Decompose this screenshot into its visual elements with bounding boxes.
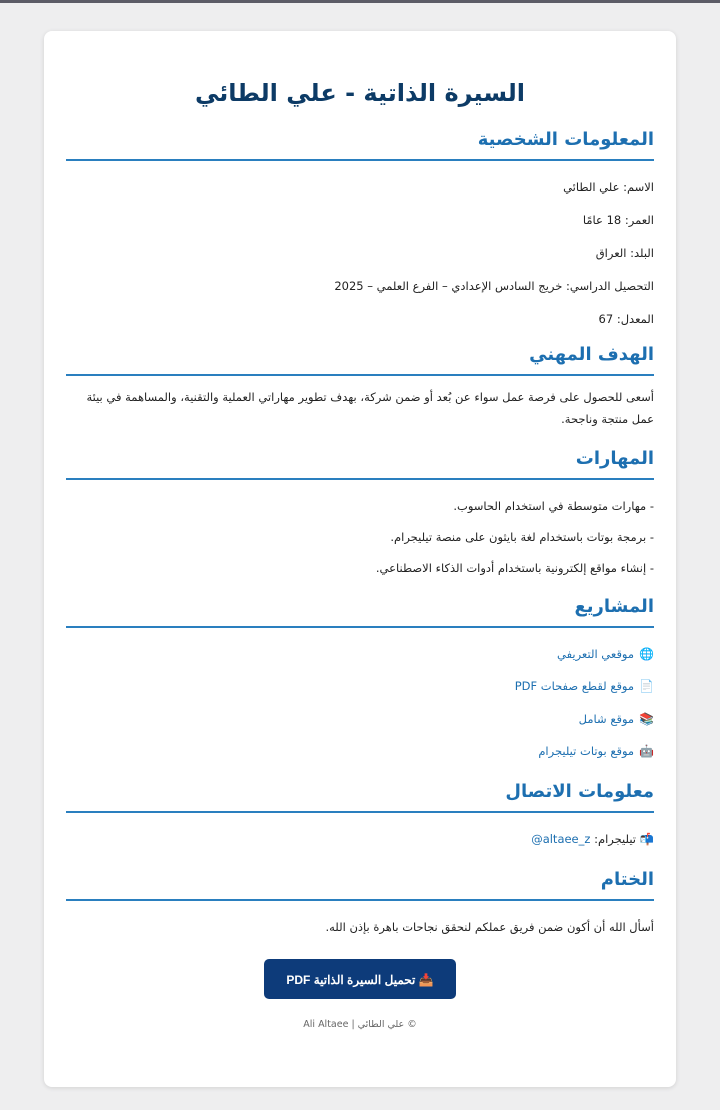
skill-item: - مهارات متوسطة في استخدام الحاسوب. xyxy=(453,499,654,513)
section-heading-skills: المهارات xyxy=(66,446,654,480)
document-icon: 📄 xyxy=(639,679,654,693)
section-heading-contact: معلومات الاتصال xyxy=(66,779,654,813)
section-heading-objective: الهدف المهني xyxy=(66,342,654,376)
skills-section xyxy=(66,446,654,576)
project-link-comprehensive[interactable] xyxy=(66,711,654,727)
closing-text: أسأل الله أن أكون ضمن فريق عملكم لنحقق نجاحات باهرة بإذن الله. xyxy=(325,920,654,934)
cv-card xyxy=(44,31,676,1087)
mailbox-icon: 📬 xyxy=(639,832,654,846)
footer-copyright: © علي الطائي | Ali Altaee xyxy=(303,1019,417,1030)
project-label[interactable]: موقعي التعريفي xyxy=(556,647,635,661)
field-name: الاسم: علي الطائي xyxy=(563,180,654,194)
globe-icon: 🌐 xyxy=(639,647,654,661)
section-heading-projects: المشاريع xyxy=(66,594,654,628)
field-education: التحصيل الدراسي: خريج السادس الإعدادي – الفرع العلمي – 2025 xyxy=(334,279,654,293)
skill-item: - إنشاء مواقع إلكترونية باستخدام أدوات الذكاء الاصطناعي. xyxy=(375,561,654,575)
field-age: العمر: 18 عامًا xyxy=(582,213,654,227)
books-icon: 📚 xyxy=(639,712,654,726)
project-label[interactable]: موقع لقطع صفحات PDF xyxy=(514,679,635,693)
personal-info-section xyxy=(66,127,654,327)
project-label[interactable]: موقع بوتات تيليجرام xyxy=(538,744,635,758)
project-link-profile[interactable] xyxy=(66,646,654,662)
projects-section xyxy=(66,594,654,759)
closing-section xyxy=(66,867,654,935)
project-link-bots[interactable] xyxy=(66,743,654,759)
download-wrap xyxy=(66,959,654,999)
section-heading-personal: المعلومات الشخصية xyxy=(66,127,654,161)
contact-section xyxy=(66,779,654,847)
page-title: السيرة الذاتية - علي الطائي xyxy=(194,79,526,107)
telegram-handle-link[interactable]: @altaee_z xyxy=(531,832,591,846)
contact-label: تيليجرام: xyxy=(594,832,637,846)
objective-text: أسعى للحصول على فرصة عمل سواء عن بُعد أو ضمن شركة، بهدف تطوير مهاراتي العملية والتقنية، والمساهمة في بيئة عمل منتجة وناجحة. xyxy=(86,390,654,426)
project-label[interactable]: موقع شامل xyxy=(578,712,635,726)
skill-item: - برمجة بوتات باستخدام لغة بايثون على منصة تيليجرام. xyxy=(390,530,654,544)
contact-telegram xyxy=(66,831,654,847)
objective-section xyxy=(66,342,654,430)
top-bar xyxy=(0,0,720,3)
section-heading-closing: الختام xyxy=(66,867,654,901)
robot-icon: 🤖 xyxy=(639,744,654,758)
field-gpa: المعدل: 67 xyxy=(598,312,654,326)
project-link-pdf[interactable] xyxy=(66,678,654,694)
download-pdf-button[interactable]: 📥 تحميل السيرة الذاتية PDF xyxy=(264,959,456,999)
field-country: البلد: العراق xyxy=(595,246,654,260)
